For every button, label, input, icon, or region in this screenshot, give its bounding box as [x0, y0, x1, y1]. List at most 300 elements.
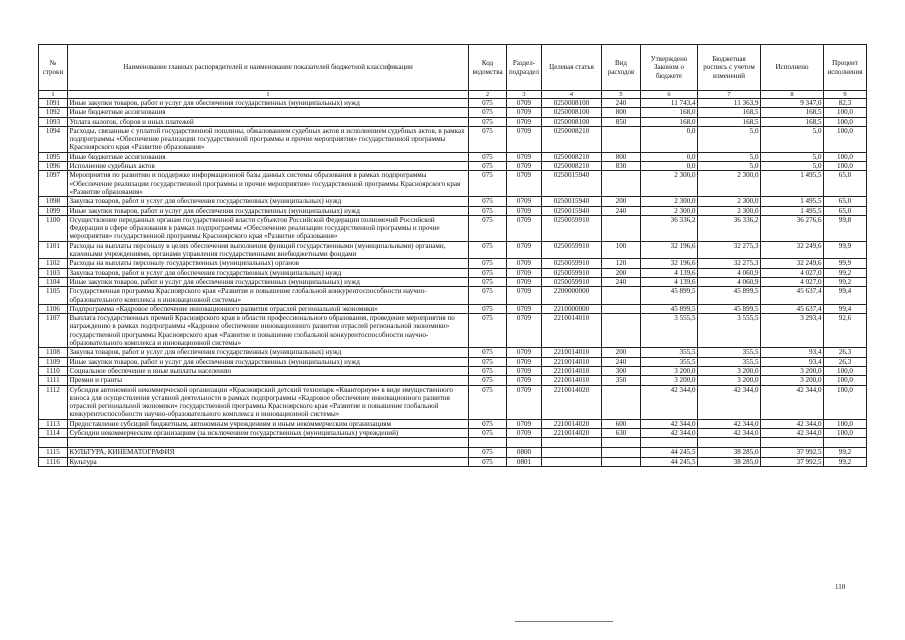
row-approved: 168,0: [641, 108, 698, 117]
row-dept-code: 075: [469, 277, 507, 286]
row-target-article: 2210000000: [542, 304, 602, 313]
header-row: [39, 45, 867, 91]
empty-cell: [39, 438, 68, 448]
row-number: 1112: [39, 385, 68, 419]
row-target-article: 2210014020: [542, 428, 602, 437]
row-percent: 100,0: [824, 117, 867, 126]
row-percent: 100,0: [824, 385, 867, 419]
row-name: Исполнение судебных актов: [68, 162, 469, 171]
row-name: Культура: [68, 457, 469, 466]
row-name: Премии и гранты: [68, 376, 469, 385]
row-percent: 100,0: [824, 376, 867, 385]
row-target-article: 2210014010: [542, 376, 602, 385]
row-target-article: 0250015940: [542, 197, 602, 206]
row-expense-type: [602, 287, 641, 305]
row-executed: 1 495,5: [761, 206, 824, 215]
row-percent: 99,4: [824, 287, 867, 305]
row-percent: 100,0: [824, 126, 867, 152]
header-approved: Утверждено Законом о бюджете: [641, 45, 698, 91]
table-row: [39, 419, 867, 428]
row-number: 1093: [39, 117, 68, 126]
row-target-article: 2210014010: [542, 357, 602, 366]
row-section: 0709: [507, 197, 542, 206]
row-dept-code: 075: [469, 259, 507, 268]
row-percent: 100,0: [824, 428, 867, 437]
table-row: [39, 108, 867, 117]
row-percent: 26,3: [824, 348, 867, 357]
row-number: 1101: [39, 241, 68, 259]
row-name: Иные закупки товаров, работ и услуг для обеспечения государственных (муниципальных) нужд: [68, 206, 469, 215]
row-name: Иные бюджетные ассигнования: [68, 152, 469, 161]
header-name: Наименование главных распорядителей и наименование показателей бюджетной классификации: [68, 45, 469, 91]
header-executed: Исполнено: [761, 45, 824, 91]
row-percent: 26,3: [824, 357, 867, 366]
row-executed: 45 637,4: [761, 304, 824, 313]
row-percent: 92,6: [824, 314, 867, 348]
row-number: 1104: [39, 277, 68, 286]
row-name: Иные закупки товаров, работ и услуг для обеспечения государственных (муниципальных) нужд: [68, 277, 469, 286]
row-number: 1116: [39, 457, 68, 466]
row-dept-code: 075: [469, 152, 507, 161]
table-row: [39, 277, 867, 286]
row-number: 1102: [39, 259, 68, 268]
row-executed: 5,0: [761, 162, 824, 171]
row-executed: 93,4: [761, 348, 824, 357]
row-target-article: 2210014010: [542, 348, 602, 357]
row-executed: 3 293,4: [761, 314, 824, 348]
row-expense-type: [602, 215, 641, 241]
row-budget-schedule: 11 363,9: [698, 99, 761, 108]
row-target-article: 0250059910: [542, 241, 602, 259]
blank-row: [39, 438, 867, 448]
row-budget-schedule: 42 344,0: [698, 385, 761, 419]
row-target-article: 0250008100: [542, 117, 602, 126]
row-approved: 44 245,5: [641, 457, 698, 466]
row-budget-schedule: 36 336,2: [698, 215, 761, 241]
row-budget-schedule: 3 200,0: [698, 376, 761, 385]
row-budget-schedule: 38 285,0: [698, 448, 761, 457]
row-budget-schedule: 4 060,9: [698, 277, 761, 286]
row-budget-schedule: 42 344,0: [698, 428, 761, 437]
row-budget-schedule: 355,5: [698, 357, 761, 366]
row-name: Расходы на выплаты персоналу государственных (муниципальных) органов: [68, 259, 469, 268]
column-number: 9: [824, 91, 867, 99]
row-approved: 42 344,0: [641, 419, 698, 428]
header-expense-type: Вид расходов: [602, 45, 641, 91]
row-budget-schedule: 38 285,0: [698, 457, 761, 466]
empty-cell: [698, 438, 761, 448]
row-number: 1110: [39, 366, 68, 375]
row-approved: 2 300,0: [641, 197, 698, 206]
empty-cell: [824, 438, 867, 448]
row-target-article: 0250015940: [542, 171, 602, 197]
row-dept-code: 075: [469, 215, 507, 241]
empty-cell: [68, 438, 469, 448]
row-section: 0709: [507, 108, 542, 117]
row-executed: 3 200,0: [761, 376, 824, 385]
row-target-article: [542, 457, 602, 466]
row-approved: 4 139,6: [641, 268, 698, 277]
table-row: [39, 152, 867, 161]
table-row: [39, 162, 867, 171]
row-percent: 99,4: [824, 304, 867, 313]
row-number: 1111: [39, 376, 68, 385]
row-dept-code: 075: [469, 171, 507, 197]
row-budget-schedule: 42 344,0: [698, 419, 761, 428]
budget-execution-table: [38, 44, 867, 467]
empty-cell: [761, 438, 824, 448]
row-budget-schedule: 2 300,0: [698, 171, 761, 197]
row-number: 1094: [39, 126, 68, 152]
row-budget-schedule: 168,5: [698, 117, 761, 126]
row-budget-schedule: 355,5: [698, 348, 761, 357]
row-budget-schedule: 2 300,0: [698, 206, 761, 215]
row-number: 1106: [39, 304, 68, 313]
table-row: [39, 428, 867, 437]
row-budget-schedule: 5,0: [698, 152, 761, 161]
row-expense-type: 240: [602, 206, 641, 215]
row-approved: 45 899,5: [641, 287, 698, 305]
row-budget-schedule: 32 275,3: [698, 241, 761, 259]
row-expense-type: [602, 126, 641, 152]
table-row: [39, 366, 867, 375]
row-percent: 99,2: [824, 457, 867, 466]
row-dept-code: 075: [469, 117, 507, 126]
row-section: 0709: [507, 277, 542, 286]
row-executed: 168,5: [761, 117, 824, 126]
row-section: 0709: [507, 117, 542, 126]
row-percent: 99,2: [824, 448, 867, 457]
table-row: [39, 259, 867, 268]
row-expense-type: 350: [602, 376, 641, 385]
row-percent: 99,9: [824, 259, 867, 268]
row-expense-type: 830: [602, 162, 641, 171]
row-dept-code: 075: [469, 206, 507, 215]
row-approved: 45 899,5: [641, 304, 698, 313]
row-expense-type: [602, 457, 641, 466]
row-section: 0709: [507, 152, 542, 161]
row-target-article: 0250008210: [542, 126, 602, 152]
row-approved: 2 300,0: [641, 171, 698, 197]
row-budget-schedule: 5,0: [698, 162, 761, 171]
table-row: [39, 314, 867, 348]
table-row: [39, 357, 867, 366]
row-section: 0709: [507, 215, 542, 241]
row-executed: 168,5: [761, 108, 824, 117]
row-name: Расходы на выплаты персоналу в целях обеспечения выполнения функций государственными (муниципальными) органами, казенными учреждениями, органами управления государственными внебюджетными фондами: [68, 241, 469, 259]
row-executed: 37 992,5: [761, 448, 824, 457]
row-target-article: 0250008210: [542, 152, 602, 161]
column-number: 6: [641, 91, 698, 99]
row-number: 1095: [39, 152, 68, 161]
row-budget-schedule: 5,0: [698, 126, 761, 152]
row-name: Закупка товаров, работ и услуг для обеспечения государственных (муниципальных) нужд: [68, 348, 469, 357]
row-name: Расходы, связанные с уплатой государственной пошлины, обжалованием судебных актов и исполнением судебных актов, в рамках подпрограммы «Обеспечение реализации государственной программы и прочие мероприятия» государственной программы Красноярского края «Развитие образования»: [68, 126, 469, 152]
row-target-article: 0250059910: [542, 277, 602, 286]
row-section: 0709: [507, 241, 542, 259]
row-target-article: 0250015940: [542, 206, 602, 215]
row-percent: 100,0: [824, 419, 867, 428]
row-section: 0709: [507, 99, 542, 108]
row-budget-schedule: 3 200,0: [698, 366, 761, 375]
table-row: [39, 268, 867, 277]
table-row: [39, 376, 867, 385]
table-row: [39, 457, 867, 466]
table-row: [39, 126, 867, 152]
row-target-article: 0250008210: [542, 162, 602, 171]
row-name: Закупка товаров, работ и услуг для обеспечения государственных (муниципальных) нужд: [68, 268, 469, 277]
row-section: 0709: [507, 357, 542, 366]
row-expense-type: [602, 304, 641, 313]
row-dept-code: 075: [469, 357, 507, 366]
header-dept-code: Код ведомства: [469, 45, 507, 91]
row-section: 0709: [507, 348, 542, 357]
row-name: Государственная программа Красноярского края «Развитие и повышение глобальной конкурентоспособности научно-образовательного комплекса и инновационной системы»: [68, 287, 469, 305]
empty-cell: [469, 438, 507, 448]
row-target-article: [542, 448, 602, 457]
row-expense-type: 200: [602, 348, 641, 357]
row-target-article: 0250059910: [542, 259, 602, 268]
row-executed: 36 276,6: [761, 215, 824, 241]
header-percent: Процент исполнения: [824, 45, 867, 91]
row-executed: 42 344,0: [761, 428, 824, 437]
row-expense-type: 240: [602, 99, 641, 108]
row-executed: 4 027,0: [761, 268, 824, 277]
row-target-article: 0250008100: [542, 99, 602, 108]
page-number: 110: [835, 583, 846, 591]
row-number: 1097: [39, 171, 68, 197]
row-expense-type: [602, 314, 641, 348]
row-target-article: 2210014020: [542, 419, 602, 428]
row-dept-code: 075: [469, 304, 507, 313]
row-section: 0709: [507, 171, 542, 197]
column-number: 7: [698, 91, 761, 99]
table-row: [39, 99, 867, 108]
row-approved: 3 200,0: [641, 366, 698, 375]
row-dept-code: 075: [469, 197, 507, 206]
table-row: [39, 197, 867, 206]
row-section: 0709: [507, 385, 542, 419]
row-section: 0709: [507, 366, 542, 375]
row-executed: 45 637,4: [761, 287, 824, 305]
row-percent: 65,0: [824, 206, 867, 215]
table-row: [39, 448, 867, 457]
row-approved: 11 743,4: [641, 99, 698, 108]
row-percent: 100,0: [824, 108, 867, 117]
row-executed: 42 344,0: [761, 419, 824, 428]
row-dept-code: 075: [469, 376, 507, 385]
row-number: 1098: [39, 197, 68, 206]
row-section: 0709: [507, 419, 542, 428]
row-name: Подпрограмма «Кадровое обеспечение инновационного развития отраслей региональной экономики»: [68, 304, 469, 313]
table-row: [39, 385, 867, 419]
row-section: 0709: [507, 162, 542, 171]
row-expense-type: 800: [602, 152, 641, 161]
row-target-article: 2210014020: [542, 385, 602, 419]
row-approved: 168,0: [641, 117, 698, 126]
table-row: [39, 241, 867, 259]
row-number: 1108: [39, 348, 68, 357]
column-number: 1: [39, 91, 68, 99]
row-dept-code: 075: [469, 287, 507, 305]
row-section: 0709: [507, 287, 542, 305]
row-expense-type: 200: [602, 268, 641, 277]
row-dept-code: 075: [469, 99, 507, 108]
row-section: 0800: [507, 448, 542, 457]
row-number: 1099: [39, 206, 68, 215]
column-number-row: [39, 91, 867, 99]
row-name: Мероприятия по развитию и поддержке информационной базы данных системы образования в рамках подпрограммы «Обеспечение реализации государственной программы и прочие мероприятия» государственной программы Красноярского края «Развитие образования»: [68, 171, 469, 197]
row-budget-schedule: 3 555,5: [698, 314, 761, 348]
row-budget-schedule: 2 300,0: [698, 197, 761, 206]
row-section: 0709: [507, 314, 542, 348]
row-expense-type: 100: [602, 241, 641, 259]
row-target-article: 0250059910: [542, 215, 602, 241]
row-approved: 4 139,6: [641, 277, 698, 286]
row-number: 1115: [39, 448, 68, 457]
row-approved: 355,5: [641, 348, 698, 357]
row-name: Субсидия автономной некоммерческой организации «Красноярский детский технопарк «Кванториум» в виде имущественного взноса для осуществления уставной деятельности в рамках подпрограммы «Кадровое обеспечение инновационного развития отраслей региональной экономики» государственной программы Красноярского края «Развитие и повышение глобальной конкурентоспособности научно-образовательного комплекса и инновационной системы»: [68, 385, 469, 419]
row-target-article: 2210014010: [542, 366, 602, 375]
table-row: [39, 287, 867, 305]
row-percent: 65,0: [824, 171, 867, 197]
row-target-article: 2200000000: [542, 287, 602, 305]
row-name: Иные закупки товаров, работ и услуг для обеспечения государственных (муниципальных) нужд: [68, 357, 469, 366]
row-approved: 44 245,5: [641, 448, 698, 457]
row-section: 0801: [507, 457, 542, 466]
row-budget-schedule: 168,5: [698, 108, 761, 117]
row-percent: 99,8: [824, 215, 867, 241]
header-section: Раздел-подраздел: [507, 45, 542, 91]
column-number: 4: [542, 91, 602, 99]
row-section: 0709: [507, 376, 542, 385]
row-number: 1100: [39, 215, 68, 241]
row-dept-code: 075: [469, 419, 507, 428]
row-budget-schedule: 45 899,5: [698, 287, 761, 305]
row-executed: 93,4: [761, 357, 824, 366]
row-expense-type: [602, 448, 641, 457]
row-section: 0709: [507, 259, 542, 268]
row-approved: 3 555,5: [641, 314, 698, 348]
header-target-article: Целевая статья: [542, 45, 602, 91]
row-number: 1109: [39, 357, 68, 366]
row-percent: 100,0: [824, 162, 867, 171]
row-budget-schedule: 32 275,3: [698, 259, 761, 268]
row-name: Закупка товаров, работ и услуг для обеспечения государственных (муниципальных) нужд: [68, 197, 469, 206]
row-executed: 37 992,5: [761, 457, 824, 466]
row-percent: 99,2: [824, 268, 867, 277]
row-approved: 42 344,0: [641, 385, 698, 419]
row-executed: 32 249,6: [761, 259, 824, 268]
header-budget-schedule: Бюджетная роспись с учетом изменений: [698, 45, 761, 91]
empty-cell: [507, 438, 542, 448]
row-executed: 1 495,5: [761, 171, 824, 197]
row-dept-code: 075: [469, 108, 507, 117]
row-target-article: 2210014010: [542, 314, 602, 348]
row-approved: 3 200,0: [641, 376, 698, 385]
row-section: 0709: [507, 126, 542, 152]
row-percent: 100,0: [824, 152, 867, 161]
empty-cell: [641, 438, 698, 448]
row-executed: 5,0: [761, 126, 824, 152]
row-approved: 0,0: [641, 126, 698, 152]
budget-table-sheet: [38, 44, 866, 467]
row-approved: 32 196,6: [641, 241, 698, 259]
row-name: Субсидии некоммерческим организациям (за исключением государственных (муниципальных) учреждений): [68, 428, 469, 437]
row-executed: 32 249,6: [761, 241, 824, 259]
row-dept-code: 075: [469, 428, 507, 437]
row-number: 1092: [39, 108, 68, 117]
row-section: 0709: [507, 268, 542, 277]
row-approved: 42 344,0: [641, 428, 698, 437]
row-budget-schedule: 4 060,9: [698, 268, 761, 277]
table-row: [39, 304, 867, 313]
row-target-article: 0250059910: [542, 268, 602, 277]
row-dept-code: 075: [469, 348, 507, 357]
row-expense-type: 630: [602, 428, 641, 437]
row-number: 1107: [39, 314, 68, 348]
empty-cell: [602, 438, 641, 448]
row-expense-type: 240: [602, 357, 641, 366]
row-number: 1091: [39, 99, 68, 108]
row-budget-schedule: 45 899,5: [698, 304, 761, 313]
row-executed: 3 200,0: [761, 366, 824, 375]
row-executed: 9 347,0: [761, 99, 824, 108]
table-row: [39, 348, 867, 357]
table-row: [39, 117, 867, 126]
row-dept-code: 075: [469, 162, 507, 171]
row-executed: 42 344,0: [761, 385, 824, 419]
column-number: 1: [68, 91, 469, 99]
empty-cell: [542, 438, 602, 448]
column-number: 8: [761, 91, 824, 99]
row-number: 1103: [39, 268, 68, 277]
row-name: Уплата налогов, сборов и иных платежей: [68, 117, 469, 126]
column-number: 2: [469, 91, 507, 99]
row-section: 0709: [507, 304, 542, 313]
row-percent: 82,3: [824, 99, 867, 108]
row-expense-type: 600: [602, 419, 641, 428]
row-percent: 99,2: [824, 277, 867, 286]
row-expense-type: 200: [602, 197, 641, 206]
row-section: 0709: [507, 206, 542, 215]
row-dept-code: 075: [469, 385, 507, 419]
row-name: Предоставление субсидий бюджетным, автономным учреждениям и иным некоммерческим организациям: [68, 419, 469, 428]
row-executed: 5,0: [761, 152, 824, 161]
column-number: 3: [507, 91, 542, 99]
row-name: Социальное обеспечение и иные выплаты населению: [68, 366, 469, 375]
row-executed: 4 027,0: [761, 277, 824, 286]
row-executed: 1 495,5: [761, 197, 824, 206]
table-row: [39, 206, 867, 215]
row-percent: 65,0: [824, 197, 867, 206]
row-dept-code: 075: [469, 314, 507, 348]
row-name: Осуществление переданных органам государственной власти субъектов Российской Федерации полномочий Российской Федерации в сфере образования в рамках подпрограммы «Обеспечение реализации государственной программы и прочие мероприятия» государственной программы Красноярского края «Развитие образования»: [68, 215, 469, 241]
footer-divider: [515, 621, 613, 622]
row-name: Иные бюджетные ассигнования: [68, 108, 469, 117]
row-name: Иные закупки товаров, работ и услуг для обеспечения государственных (муниципальных) нужд: [68, 99, 469, 108]
row-target-article: 0250008100: [542, 108, 602, 117]
row-approved: 2 300,0: [641, 206, 698, 215]
row-number: 1096: [39, 162, 68, 171]
table-row: [39, 215, 867, 241]
row-dept-code: 075: [469, 457, 507, 466]
table-row: [39, 171, 867, 197]
row-number: 1113: [39, 419, 68, 428]
row-percent: 99,9: [824, 241, 867, 259]
row-section: 0709: [507, 428, 542, 437]
row-expense-type: 240: [602, 277, 641, 286]
